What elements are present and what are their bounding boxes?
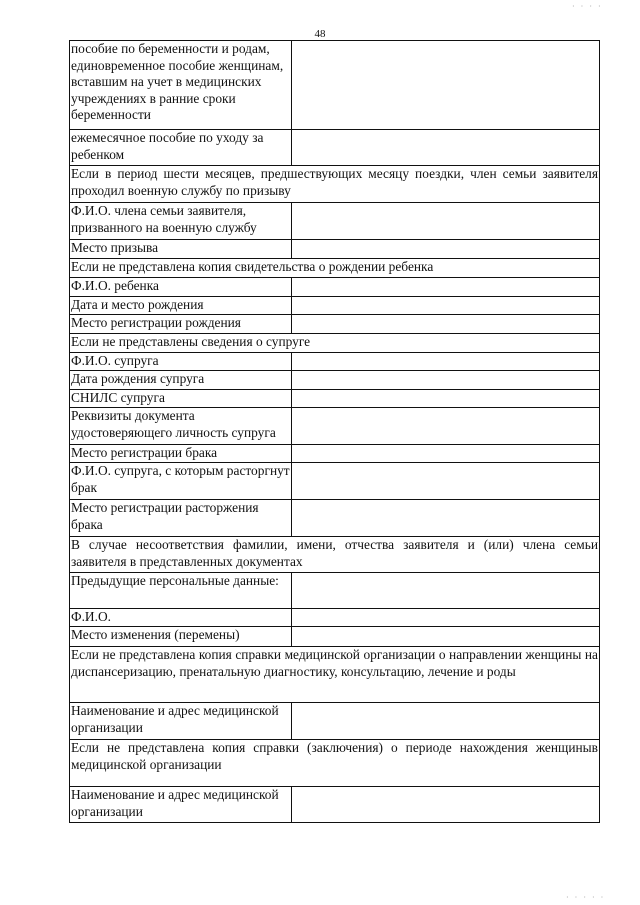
field-row	[70, 390, 600, 408]
section-row	[70, 334, 600, 353]
section-row	[70, 259, 600, 278]
field-value-cell[interactable]	[292, 41, 600, 130]
field-row	[70, 609, 600, 627]
scan-artifact: · · · ·	[572, 2, 603, 11]
field-row	[70, 130, 600, 166]
field-label: Место изменения (перемены)	[70, 627, 292, 647]
field-row	[70, 297, 600, 315]
field-label: Место регистрации расторжения брака	[70, 500, 292, 537]
field-row	[70, 315, 600, 334]
field-label: Ф.И.О. ребенка	[70, 278, 292, 297]
field-row	[70, 573, 600, 609]
section-heading: Если в период шести месяцев, предшествующих месяцу поездки, член семьи заявителя проходил военную службу по призыву	[70, 166, 600, 203]
field-row	[70, 463, 600, 500]
field-label: ежемесячное пособие по уходу за ребенком	[70, 130, 292, 166]
section-row	[70, 740, 600, 787]
field-label: Место регистрации рождения	[70, 315, 292, 334]
field-row	[70, 627, 600, 647]
field-row	[70, 787, 600, 823]
section-row	[70, 166, 600, 203]
scan-artifact: · · · · ·	[566, 893, 606, 902]
section-row	[70, 647, 600, 703]
field-row	[70, 703, 600, 740]
field-value-cell[interactable]	[292, 445, 600, 463]
section-heading: Если не представлена копия свидетельства о рождении ребенка	[70, 259, 600, 278]
field-value-cell[interactable]	[292, 500, 600, 537]
field-value-cell[interactable]	[292, 203, 600, 240]
page-number: 48	[314, 28, 326, 40]
field-row	[70, 203, 600, 240]
field-value-cell[interactable]	[292, 787, 600, 823]
field-value-cell[interactable]	[292, 463, 600, 500]
field-label: Ф.И.О.	[70, 609, 292, 627]
field-value-cell[interactable]	[292, 609, 600, 627]
form-table	[69, 40, 600, 823]
field-label: Дата рождения супруга	[70, 371, 292, 390]
field-value-cell[interactable]	[292, 278, 600, 297]
field-label: Наименование и адрес медицинской организации	[70, 787, 292, 823]
field-row	[70, 240, 600, 259]
field-value-cell[interactable]	[292, 408, 600, 445]
section-heading: Если не представлена копия справки медицинской организации о направлении женщины на диспансеризацию, пренатальную диагностику, консультацию, лечение и роды	[70, 647, 600, 703]
field-label: Ф.И.О. супруга	[70, 353, 292, 371]
field-row	[70, 278, 600, 297]
field-value-cell[interactable]	[292, 315, 600, 334]
field-value-cell[interactable]	[292, 130, 600, 166]
field-row	[70, 353, 600, 371]
field-label: Ф.И.О. члена семьи заявителя, призванного на военную службу	[70, 203, 292, 240]
field-value-cell[interactable]	[292, 627, 600, 647]
field-label: Место призыва	[70, 240, 292, 259]
section-heading: В случае несоответствия фамилии, имени, отчества заявителя и (или) члена семьи заявителя в представленных документах	[70, 537, 600, 573]
field-row	[70, 371, 600, 390]
section-row	[70, 537, 600, 573]
field-value-cell[interactable]	[292, 390, 600, 408]
field-row	[70, 500, 600, 537]
field-label: пособие по беременности и родам, единовременное пособие женщинам, вставшим на учет в медицинских учреждениях в ранние сроки беременности	[70, 41, 292, 130]
field-row	[70, 41, 600, 130]
field-label: Место регистрации брака	[70, 445, 292, 463]
field-value-cell[interactable]	[292, 297, 600, 315]
field-label: Реквизиты документа удостоверяющего личность супруга	[70, 408, 292, 445]
field-value-cell[interactable]	[292, 371, 600, 390]
field-label: Предыдущие персональные данные:	[70, 573, 292, 609]
field-value-cell[interactable]	[292, 240, 600, 259]
field-label: СНИЛС супруга	[70, 390, 292, 408]
section-heading: Если не представлена копия справки (заключения) о периоде нахождения женщиныв медицинской организации	[70, 740, 600, 787]
field-label: Ф.И.О. супруга, с которым расторгнут брак	[70, 463, 292, 500]
field-value-cell[interactable]	[292, 353, 600, 371]
field-label: Наименование и адрес медицинской организации	[70, 703, 292, 740]
field-value-cell[interactable]	[292, 573, 600, 609]
form-table-body	[70, 41, 600, 823]
section-heading: Если не представлены сведения о супруге	[70, 334, 600, 353]
field-row	[70, 445, 600, 463]
field-label: Дата и место рождения	[70, 297, 292, 315]
field-row	[70, 408, 600, 445]
field-value-cell[interactable]	[292, 703, 600, 740]
